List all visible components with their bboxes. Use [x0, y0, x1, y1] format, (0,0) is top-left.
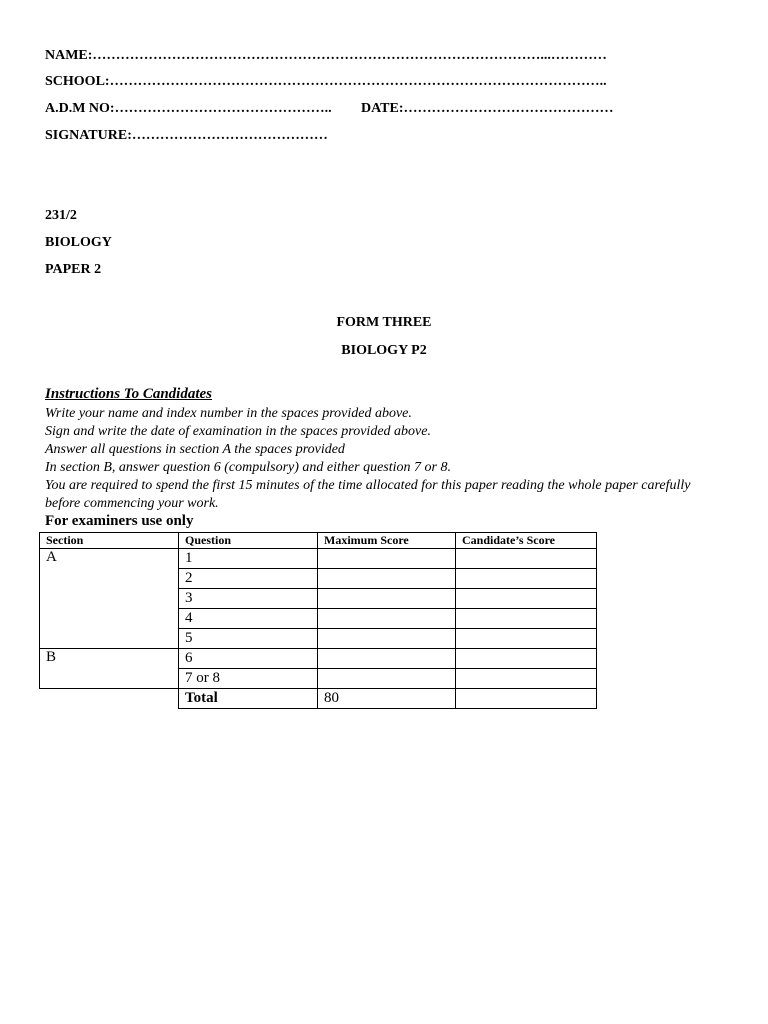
header-maximum-score: Maximum Score	[318, 533, 456, 549]
instruction-item: Answer all questions in section A the spaces provided	[45, 442, 345, 457]
question-cell: 1	[179, 549, 318, 569]
candidate-score-cell	[456, 609, 597, 629]
max-score-cell	[318, 549, 456, 569]
table-header-row	[40, 533, 597, 549]
table-row	[40, 649, 597, 669]
question-cell: 5	[179, 629, 318, 649]
candidate-score-cell	[456, 589, 597, 609]
max-score-cell	[318, 629, 456, 649]
section-b-cell: B	[40, 649, 179, 689]
subject-name: BIOLOGY	[45, 235, 112, 250]
instruction-item: Sign and write the date of examination in the spaces provided above.	[45, 424, 431, 439]
max-score-cell	[318, 609, 456, 629]
max-score-cell	[318, 649, 456, 669]
total-label: Total	[179, 689, 318, 709]
instructions-heading: Instructions To Candidates	[45, 386, 212, 402]
empty-cell	[40, 689, 179, 709]
signature-field: SIGNATURE:……………………………………	[45, 128, 328, 143]
total-candidate-score	[456, 689, 597, 709]
max-score-cell	[318, 569, 456, 589]
paper-title: BIOLOGY P2	[341, 343, 427, 358]
paper-number: PAPER 2	[45, 262, 102, 277]
examiners-heading: For examiners use only	[45, 513, 194, 529]
question-cell: 2	[179, 569, 318, 589]
header-section: Section	[40, 533, 179, 549]
instruction-item: In section B, answer question 6 (compulsory) and either question 7 or 8.	[45, 460, 451, 475]
form-title: FORM THREE	[336, 315, 432, 330]
paper-code: 231/2	[45, 208, 77, 223]
section-a-cell: A	[40, 549, 179, 649]
candidate-score-cell	[456, 629, 597, 649]
date-field: DATE:………………………………………	[361, 101, 614, 116]
instructions-list	[45, 405, 725, 513]
table-row	[40, 549, 597, 569]
instruction-item: Write your name and index number in the spaces provided above.	[45, 406, 412, 421]
question-cell: 7 or 8	[179, 669, 318, 689]
candidate-score-cell	[456, 649, 597, 669]
total-max-score: 80	[318, 689, 456, 709]
total-row	[40, 689, 597, 709]
name-field: NAME:……………………………………………………………………………………...…………	[45, 48, 607, 63]
max-score-cell	[318, 589, 456, 609]
examiners-score-table	[39, 532, 597, 709]
school-field: SCHOOL:……………………………………………………………………………………………..	[45, 74, 607, 89]
header-question: Question	[179, 533, 318, 549]
instruction-item: You are required to spend the first 15 minutes of the time allocated for this paper reading the whole paper carefully before commencing your work.	[45, 478, 691, 511]
candidate-score-cell	[456, 549, 597, 569]
max-score-cell	[318, 669, 456, 689]
question-cell: 6	[179, 649, 318, 669]
question-cell: 3	[179, 589, 318, 609]
candidate-score-cell	[456, 669, 597, 689]
adm-no-field: A.D.M NO:………………………………………..	[45, 101, 332, 116]
question-cell: 4	[179, 609, 318, 629]
header-candidate-score: Candidate’s Score	[456, 533, 597, 549]
candidate-score-cell	[456, 569, 597, 589]
